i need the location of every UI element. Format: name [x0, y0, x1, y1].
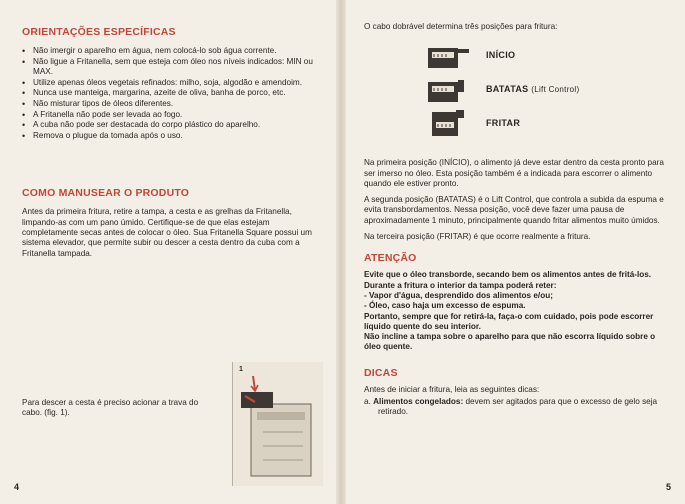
page-number: 5 [665, 482, 671, 492]
fryer-lift-icon [426, 74, 470, 104]
list-item: • Não ligue a Fritanella, sem que esteja com óleo nos níveis indicados: MIN ou MAX. [22, 57, 328, 77]
right-page [342, 0, 685, 504]
list-item: • Remova o plugue da tomada após o uso. [22, 131, 328, 141]
figure-number: 1 [239, 366, 243, 373]
positions-intro: O cabo dobrável determina três posições para fritura: [364, 22, 558, 31]
list-item: • Não imergir o aparelho em água, nem colocá-lo sob água corrente. [22, 46, 328, 56]
tip-title: Alimentos congelados: [373, 397, 464, 407]
list-item: Portanto, sempre que for retirá-la, faça-o com cuidado, pois pode escorrer líquido quente do seu interior. [364, 311, 654, 331]
position-label: BATATAS (Lift Control) [486, 84, 580, 95]
list-item: • A Fritanella não pode ser levada ao fogo. [22, 110, 328, 120]
section-title-attention: ATENÇÃO [364, 252, 417, 265]
list-item: • Nunca use manteiga, margarina, azeite de oliva, banha de porco, etc. [22, 88, 328, 98]
third-position-paragraph: Na terceira posição (FRITAR) é que ocorre realmente a fritura. [364, 232, 591, 242]
fryer-start-icon [426, 40, 470, 70]
first-position-paragraph: Na primeira posição (INÍCIO), o alimento já deve estar dentro da cesta pronto para ser imerso no óleo. Esta posição também é a indicada para escorrer o alimento quando ele estiver pronto. [364, 158, 664, 188]
position-label: INÍCIO [486, 50, 516, 61]
list-item: - Óleo, caso haja um excesso de espuma. [364, 301, 526, 311]
basket-instruction: Para descer a cesta é preciso acionar a trava do cabo. (fig. 1). [22, 398, 199, 418]
position-potatoes [426, 72, 669, 106]
fryer-fry-icon [426, 108, 470, 138]
list-item: • A cuba não pode ser destacada do corpo plástico do aparelho. [22, 120, 328, 130]
guidelines-list [22, 46, 328, 141]
section-title-specific-guidelines: ORIENTAÇÕES ESPECÍFICAS [22, 26, 176, 38]
tip-text: devem ser agitados para que o excesso de gelo seja retirado. [378, 397, 658, 417]
list-item: - Vapor d'água, desprendido dos alimentos e/ou; [364, 290, 553, 300]
position-label: FRITAR [486, 118, 521, 129]
page-number: 4 [14, 482, 20, 492]
attention-list [364, 270, 669, 352]
section-title-how-to-handle: COMO MANUSEAR O PRODUTO [22, 187, 190, 200]
tips-intro: Antes de iniciar a fritura, leia as seguintes dicas: [364, 384, 540, 394]
list-item: • Utilize apenas óleos vegetais refinados: milho, soja, algodão e amendoim. [22, 78, 328, 88]
left-page [0, 0, 340, 504]
position-start [426, 38, 669, 72]
second-position-paragraph: A segunda posição (BATATAS) é o Lift Control, que controla a subida da espuma e evita transbordamentos. Nessa posição, você deve fazer uma pausa de aproximadamente 1 minuto, principalmente quando fritar alimentos muito úmidos. [364, 195, 664, 225]
section-title-tips: DICAS [364, 366, 398, 379]
list-item: Evite que o óleo transborde, secando bem os alimentos antes de fritá-los. Durante a fritura o interior da tampa poderá reter: [364, 270, 652, 290]
tip-prefix: a. [364, 397, 371, 407]
list-item: • Não misturar tipos de óleos diferentes. [22, 99, 328, 109]
figure-1-illustration [232, 362, 323, 486]
position-fry [426, 106, 669, 140]
list-item: Não incline a tampa sobre o aparelho para que não escorra líquido sobre o óleo quente. [364, 332, 656, 352]
handling-paragraph: Antes da primeira fritura, retire a tampa, a cesta e as grelhas da Fritanella, limpando-as com um pano úmido. Certifique-se de que elas estejam completamente secas antes de colocar o óleo. Sua Fritanella Square possui um sistema elevador, que permite subir ou descer a cesta dentro da cuba com a Fritanella tampada. [22, 207, 312, 258]
fryer-handle-icon [233, 362, 323, 486]
tip-item [364, 397, 669, 418]
